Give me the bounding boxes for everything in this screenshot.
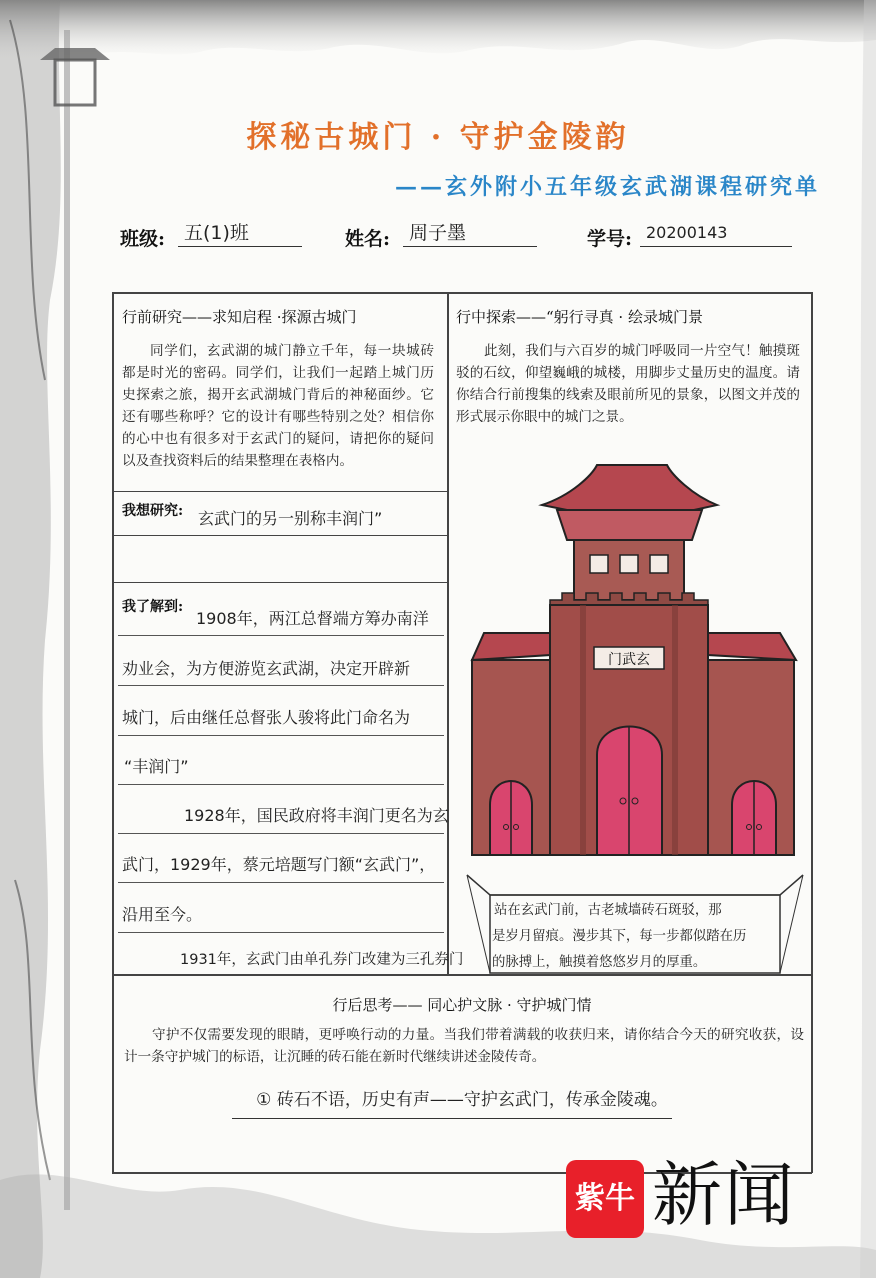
name-value: 周子墨	[403, 222, 537, 247]
post-reflect-intro: 守护不仅需要发现的眼睛，更呼唤行动的力量。当我们带着满载的收获归来，请你结合今天的研究收获，设计一条守护城门的标语，让沉睡的砖石能在新时代继续讲述金陵传奇。	[124, 1027, 804, 1065]
student-id-value: 20200143	[640, 222, 792, 247]
learned-label: 我了解到:	[122, 599, 184, 615]
student-id-label: 学号:	[587, 228, 633, 250]
learned-line-1: 1908年，两江总督端方筹办南洋	[196, 609, 429, 628]
learned-line-3: 城门，后由继任总督张人骏将此门命名为	[122, 708, 411, 727]
class-label: 班级:	[120, 228, 166, 250]
name-label: 姓名:	[345, 228, 391, 250]
post-reflect-heading: 行后思考—— 同心护文脉 · 守护城门情	[332, 996, 592, 1014]
news-brand-text: 新闻	[652, 1154, 796, 1236]
pre-research-heading: 行前研究——求知启程 ·探源古城门	[122, 308, 357, 326]
class-value: 五(1)班	[178, 222, 302, 247]
learned-line-8: 1931年，玄武门由单孔券门改建为三孔券门	[180, 952, 464, 968]
want-to-research-label: 我想研究:	[122, 503, 184, 519]
page-subtitle: ——玄外附小五年级玄武湖课程研究单	[394, 174, 820, 200]
mid-explore-intro: 此刻，我们与六百岁的城门呼吸同一片空气！触摸斑驳的石纹，仰望巍峨的城楼，用脚步丈量历史的温度。请你结合行前搜集的线索及眼前所见的景象，以图文并茂的形式展示你眼中的城门之景。	[456, 343, 800, 425]
city-gate-drawing	[462, 455, 808, 875]
mid-explore-heading: 行中探索——“躬行寻真 · 绘录城门景	[456, 308, 703, 326]
ziniu-logo: 紫牛	[566, 1160, 644, 1238]
learned-line-6: 武门，1929年，蔡元培题写门额“玄武门”，	[122, 855, 436, 874]
want-to-research-value: 玄武门的另一别称丰润门”	[198, 509, 383, 528]
slogan-text: ① 砖石不语，历史有声——守护玄武门，传承金陵魂。	[256, 1090, 668, 1110]
learned-line-4: “丰润门”	[124, 757, 189, 776]
pre-research-intro: 同学们，玄武湖的城门静立千年，每一块城砖都是时光的密码。同学们，让我们一起踏上城门历史探索之旅，揭开玄武湖城门背后的神秘面纱。它还有哪些称呼？它的设计有哪些特别之处？相信你的心中也有很多对于玄武门的疑问，请把你的疑问以及查找资料后的结果整理在表格内。	[122, 343, 434, 469]
learned-line-7: 沿用至今。	[122, 905, 203, 924]
caption-line-3: 的脉搏上，触摸着悠悠岁月的厚重。	[492, 955, 707, 970]
learned-line-2: 劝业会，为方便游览玄武湖，决定开辟新	[122, 659, 411, 678]
caption-line-2: 是岁月留痕。漫步其下，每一步都似踏在历	[492, 929, 747, 944]
page-title: 探秘古城门 · 守护金陵韵	[246, 120, 630, 155]
gate-plaque-text: 门武玄	[608, 652, 650, 668]
caption-line-1: 站在玄武门前，古老城墙砖石斑驳，那	[494, 903, 722, 918]
learned-line-5: 1928年，国民政府将丰润门更名为玄	[184, 806, 449, 825]
